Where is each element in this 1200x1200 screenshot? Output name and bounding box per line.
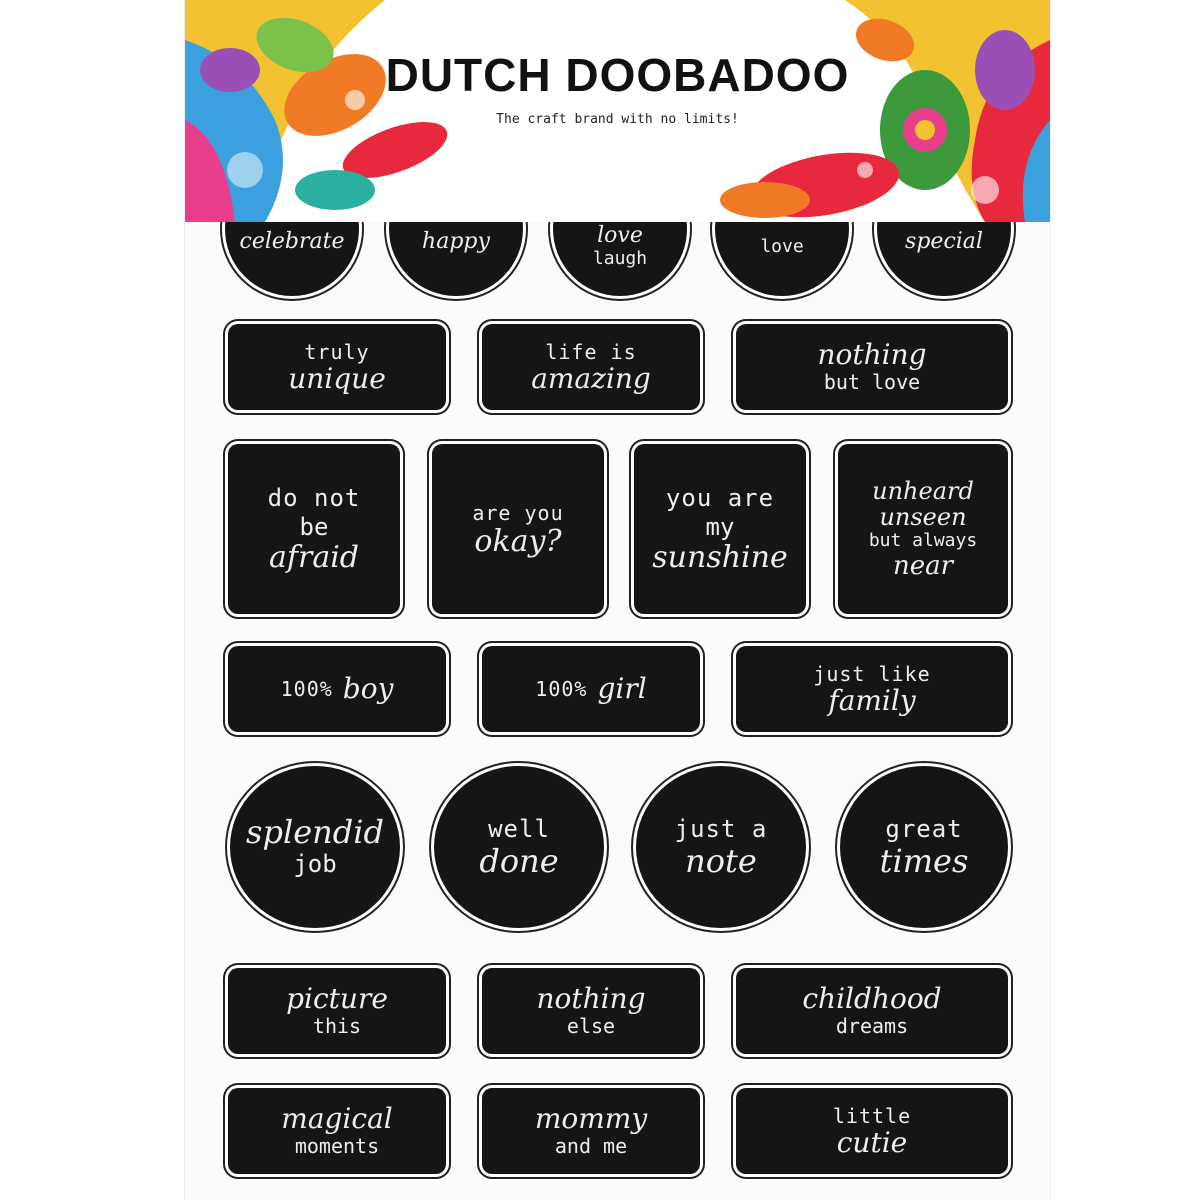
product-header [185,0,1050,222]
sticker-circle: love laugh [553,222,687,296]
sticker-label: mommy and me [482,1088,700,1174]
sticker-circle: happy [389,222,523,296]
sticker-label: magical moments [228,1088,446,1174]
paisley-swirl-decoration [185,0,1050,222]
sticker-square: are you okay? [432,444,604,614]
sticker-label: little cutie [736,1088,1008,1174]
brand-tagline: The craft brand with no limits! [496,112,739,127]
sticker-square: do not be afraid [228,444,400,614]
sticker-circle: just a note [636,766,806,928]
brand-logo-text: DUTCH DOOBADOO [385,49,850,101]
sticker-row-0 [185,222,1050,302]
sticker-circle: well done [434,766,604,928]
sticker-label: nothing else [482,968,700,1054]
sticker-label: picture this [228,968,446,1054]
sticker-square: you are my sunshine [634,444,806,614]
sticker-label: just like family [736,646,1008,732]
sticker-label: nothing but love [736,324,1008,410]
sticker-square: unheard unseen but always near [838,444,1008,614]
sticker-circle: splendid job [230,766,400,928]
sticker-circle: special [877,222,1011,296]
sticker-circle: great times [840,766,1008,928]
sticker-label: childhood dreams [736,968,1008,1054]
sticker-label: 100% boy [228,646,446,732]
sticker-label: life is amazing [482,324,700,410]
sticker-label: 100% girl [482,646,700,732]
sticker-circle: love [715,222,849,296]
sticker-label: truly unique [228,324,446,410]
sticker-circle: celebrate [225,222,359,296]
